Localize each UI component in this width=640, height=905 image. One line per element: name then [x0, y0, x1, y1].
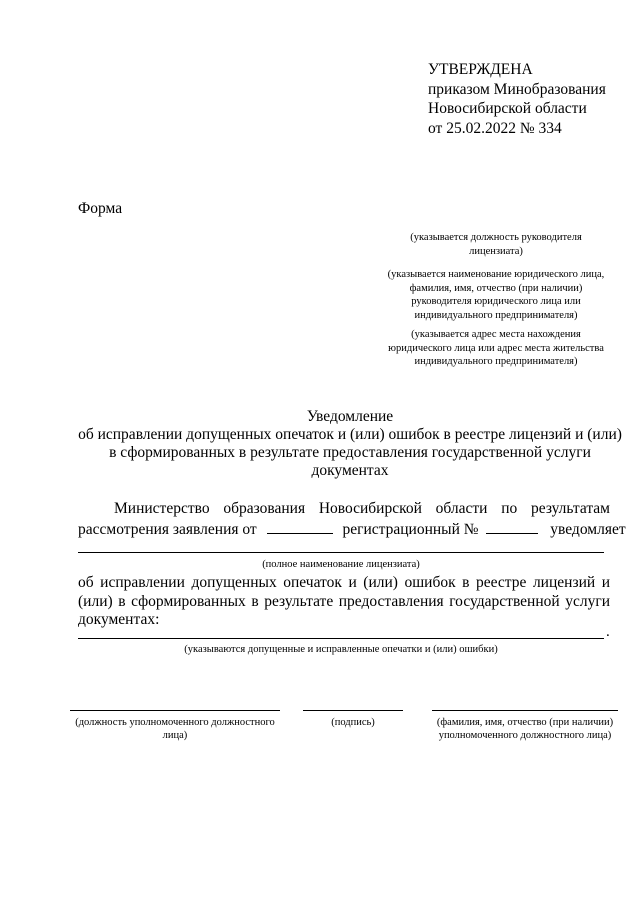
notifies-word: уведомляет	[550, 520, 626, 538]
title-line-3: в сформированных в результате предоставления государственной услуги	[109, 444, 591, 461]
official-name-caption: (фамилия, имя, отчество (при наличии) уполномоченного должностного лица)	[436, 717, 614, 741]
registration-label: регистрационный №	[342, 520, 479, 538]
approval-line-region: Новосибирской области	[428, 100, 587, 117]
review-line	[78, 519, 626, 540]
approval-line-order: приказом Минобразования	[428, 80, 606, 98]
official-position-field[interactable]	[70, 710, 280, 711]
licensee-caption: (полное наименование лицензиата)	[262, 559, 420, 570]
errors-period: .	[606, 624, 610, 640]
application-date-field[interactable]	[267, 519, 333, 534]
errors-caption: (указываются допущенные и исправленные опечатки и (или) ошибки)	[184, 644, 498, 655]
approval-block	[428, 60, 606, 138]
intro-line: Министерство образования Новосибирской области по результатам	[114, 500, 610, 517]
correction-text: об исправлении допущенных опечаток и (или) ошибок в реестре лицензий и (или) в сформированных в результате предоставления государственной услуги документах:	[78, 574, 610, 628]
form-label: Форма	[78, 200, 123, 217]
official-position-caption: (должность уполномоченного должностного лица)	[75, 717, 275, 741]
official-name-field[interactable]	[432, 710, 618, 711]
note-head-position: (указывается должность руководителя лицензиата)	[410, 232, 582, 257]
title-line-1: Уведомление	[306, 408, 394, 425]
note-licensee-name: (указывается наименование юридического лица, фамилия, имя, отчество (при наличии) руководителя юридического лица или индивидуального предпринимателя)	[387, 269, 605, 321]
title-line-4: документах	[311, 462, 389, 479]
approval-line-date: от 25.02.2022 № 334	[428, 119, 562, 137]
signature-field[interactable]	[303, 710, 403, 711]
review-prefix: рассмотрения заявления от	[78, 520, 257, 538]
errors-description-field[interactable]	[78, 638, 604, 639]
signature-caption: (подпись)	[331, 717, 375, 728]
licensee-name-field[interactable]	[78, 552, 604, 553]
document-title	[60, 408, 640, 480]
note-licensee-address: (указывается адрес места нахождения юридического лица или адрес места жительства индивидуального предпринимателя)	[388, 329, 604, 367]
title-line-2: об исправлении допущенных опечаток и (или) ошибок в реестре лицензий и (или)	[78, 426, 622, 443]
registration-number-field[interactable]	[486, 519, 538, 534]
approval-line-approved: УТВЕРЖДЕНА	[428, 61, 533, 78]
